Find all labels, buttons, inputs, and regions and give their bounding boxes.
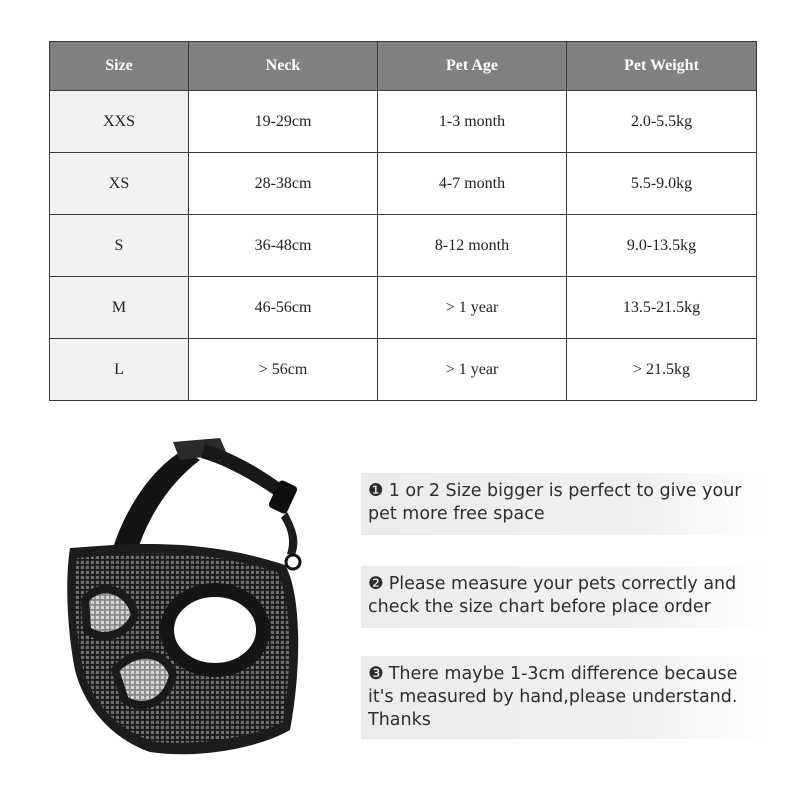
pet-weight-cell: 9.0-13.5kg <box>567 215 757 277</box>
size-cell: L <box>50 339 189 401</box>
table-row <box>50 215 757 277</box>
column-header-size: Size <box>50 42 189 91</box>
info-note-3 <box>361 656 765 739</box>
table-row <box>50 339 757 401</box>
pet-age-cell: 4-7 month <box>378 153 567 215</box>
table-header-row <box>50 42 757 91</box>
note-text: Please measure your pets correctly and check the size chart before place order <box>368 574 737 617</box>
pet-weight-cell: 5.5-9.0kg <box>567 153 757 215</box>
pet-age-cell: 8-12 month <box>378 215 567 277</box>
size-cell: XS <box>50 153 189 215</box>
dog-muzzle-icon <box>55 430 355 770</box>
column-header-pet-age: Pet Age <box>378 42 567 91</box>
note-text: 1 or 2 Size bigger is perfect to give your pet more free space <box>368 481 742 524</box>
neck-cell: 36-48cm <box>189 215 378 277</box>
column-header-neck: Neck <box>189 42 378 91</box>
number-3-icon: ❸ <box>368 664 384 684</box>
size-cell: M <box>50 277 189 339</box>
pet-age-cell: > 1 year <box>378 339 567 401</box>
table-row <box>50 277 757 339</box>
table-row <box>50 153 757 215</box>
size-cell: S <box>50 215 189 277</box>
size-chart-table <box>49 41 757 401</box>
note-text: There maybe 1-3cm difference because it's measured by hand,please understand. Thanks <box>368 664 738 730</box>
info-note-1 <box>361 473 765 535</box>
number-2-icon: ❷ <box>368 574 384 594</box>
info-note-2 <box>361 566 765 628</box>
neck-cell: 19-29cm <box>189 91 378 153</box>
product-image <box>55 430 355 770</box>
neck-cell: > 56cm <box>189 339 378 401</box>
table-row <box>50 91 757 153</box>
size-cell: XXS <box>50 91 189 153</box>
neck-cell: 46-56cm <box>189 277 378 339</box>
pet-weight-cell: > 21.5kg <box>567 339 757 401</box>
pet-weight-cell: 13.5-21.5kg <box>567 277 757 339</box>
pet-age-cell: 1-3 month <box>378 91 567 153</box>
pet-age-cell: > 1 year <box>378 277 567 339</box>
neck-cell: 28-38cm <box>189 153 378 215</box>
number-1-icon: ❶ <box>368 481 384 501</box>
column-header-pet-weight: Pet Weight <box>567 42 757 91</box>
pet-weight-cell: 2.0-5.5kg <box>567 91 757 153</box>
